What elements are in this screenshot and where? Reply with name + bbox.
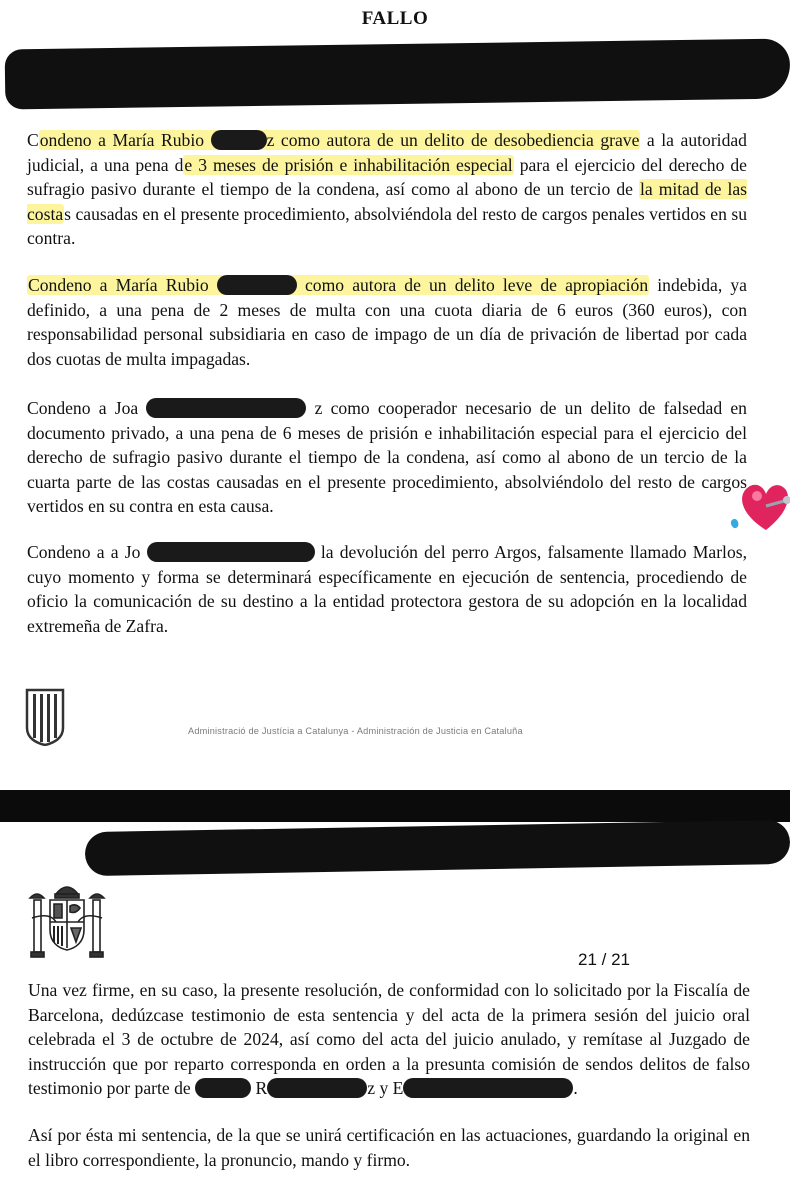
paragraph-sentence-3 [27, 396, 747, 519]
text-fragment: . [573, 1078, 578, 1099]
text-fragment: z y E [367, 1078, 404, 1099]
page-separator [0, 790, 790, 822]
redaction-mark [403, 1078, 573, 1098]
redaction-mark [217, 275, 297, 295]
generalitat-shield-icon [24, 686, 66, 746]
highlighted-text [39, 130, 641, 150]
redaction-mark [195, 1078, 251, 1098]
highlighted-text [27, 275, 649, 295]
text-fragment: z como autora de un delito de desobediencia grave [266, 130, 640, 150]
highlighted-text: la mitad de las costa [27, 179, 748, 224]
document-title: FALLO [361, 8, 429, 29]
redaction-mark [147, 542, 315, 562]
paragraph-closing: Así por ésta mi sentencia, de la que se unirá certificación en las actuaciones, guardando la original en el libro correspondiente, la pronuncio, mando y firmo. [28, 1125, 750, 1170]
text-fragment: s causadas en el presente procedimiento, absolviéndola del resto de cargos penales vertidos en su contra. [27, 203, 747, 249]
redaction-mark [211, 130, 267, 150]
redaction-mark [146, 398, 306, 418]
redaction-mark [267, 1078, 367, 1098]
redaction-block [5, 39, 790, 110]
page-number: 21 / 21 [578, 950, 630, 969]
heart-pin-sticker-icon [726, 470, 790, 540]
text-fragment: Condeno a Joa [27, 398, 139, 418]
paragraph-sentence-2 [27, 273, 747, 371]
text-fragment: z como cooperador necesario de un delito de falsedad en documento privado, a una pena de 6 meses de prisión e inhabilitación especial para el ejercicio del derecho de sufragio pasivo durante el tiempo de la condena, así como al abono de un tercio de la cuarta parte de las costas causadas en el presente procedimiento, absolviéndolo del resto de cargos vertidos en su contra en esta causa. [27, 398, 747, 517]
text-fragment: Una vez firme, en su caso, la presente resolución, de conformidad con lo solicitado por la Fiscalía de Barcelona, dedúzcase testimonio de esta sentencia y del acta de la primera sesión del juicio oral celebrada el 3 de octubre de 2024, así como del acta del juicio anulado, y remítase al Juzgado de instrucción que por reparto corresponda en orden a la presunta comisión de sendos delitos de falso testimonio por parte de [28, 980, 750, 1099]
text-fragment: R [255, 1078, 268, 1099]
paragraph-testimony [28, 978, 750, 1101]
text-fragment: como autora de un delito leve de apropiación [304, 275, 649, 295]
footer-text: Administració de Justícia a Catalunya - Administración de Justicia en Cataluña [188, 726, 523, 736]
text-fragment: a la autoridad judicial, a una pena d [27, 130, 747, 175]
text-fragment: ondeno a María Rubio [39, 130, 205, 150]
text-fragment: la devolución del perro Argos, falsamente llamado Marlos, cuyo momento y forma se determinará específicamente en ejecución de sentencia, procediendo de oficio la comunicación de su destino a la entidad protectora gestora de su adopción en la localidad extremeña de Zafra. [27, 542, 747, 636]
paragraph-sentence-4 [27, 540, 747, 638]
spanish-coat-of-arms-icon [20, 878, 115, 968]
text-fragment: C [27, 130, 39, 150]
paragraph-sentence-1 [27, 128, 747, 251]
text-fragment: indebida, ya definido, a una pena de 2 meses de multa con una cuota diaria de 6 euros (360 euros), con responsabilidad personal subsidiaria en caso de impago de un día de privación de libertad por cada dos cuotas de multa impagadas. [27, 275, 747, 369]
text-fragment: para el ejercicio del derecho de sufragio pasivo durante el tiempo de la condena, así como al abono de un tercio de [27, 154, 747, 200]
text-fragment: Condeno a a Jo [27, 542, 141, 562]
highlighted-text: e 3 meses de prisión e inhabilitación especial [184, 154, 513, 175]
text-fragment: Condeno a María Rubio [28, 275, 209, 295]
